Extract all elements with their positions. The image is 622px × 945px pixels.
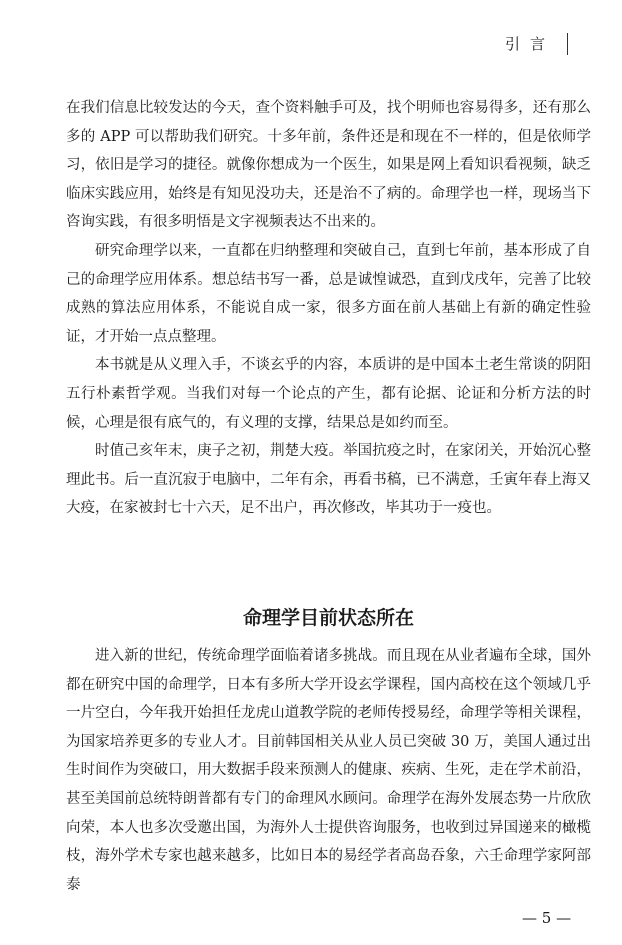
running-head-divider — [567, 33, 568, 55]
intro-text — [66, 94, 591, 523]
paragraph: 时值己亥年末，庚子之初，荆楚大疫。举国抗疫之时，在家闭关，开始沉心整理此书。后一直沉寂于电脑中，二年有余，再看书稿，已不满意，壬寅年春上海又大疫，在家被封七十六天，足不出户，再次修改，毕其功于一疫也。 — [66, 443, 591, 517]
paragraph: 进入新的世纪，传统命理学面临着诸多挑战。而且现在从业者遍布全球，国外都在研究中国的命理学，日本有多所大学开设玄学课程，国内高校在这个领域几乎一片空白，今年我开始担任龙虎山道教学院的老师传授易经，命理学等相关课程，为国家培养更多的专业人才。目前韩国相关从业人员已突破 30 万，美国人通过出生时间作为突破口，用大数据手段来预测人的健康、疾病、生死，走在学术前沿，甚至美国前总统特朗普都有专门的命理风水顾问。命理学在海外发展态势一片欣欣向荣，本人也多次受邀出国，为海外人士提供咨询服务，也收到过异国递来的橄榄枝，海外学术专家也越来越多，比如日本的易经学者高岛吞象，六壬命理学家阿部泰 — [66, 648, 591, 893]
paragraph: 研究命理学以来，一直都在归纳整理和突破自己，直到七年前，基本形成了自己的命理学应用体系。想总结书写一番，总是诚惶诚恐，直到戊戌年，完善了比较成熟的算法应用体系，不能说自成一家，很多方面在前人基础上有新的确定性验证，才开始一点点整理。 — [66, 242, 591, 345]
running-head: 引言 — [505, 35, 556, 53]
paragraph: 本书就是从义理入手，不谈玄乎的内容，本质讲的是中国本土老生常谈的阴阳五行朴素哲学观。当我们对每一个论点的产生，都有论据、论证和分析方法的时候，心理是很有底气的，有义理的支撑，结果总是如约而至。 — [66, 357, 591, 431]
page-number: — 5 — — [522, 909, 572, 927]
section-text — [66, 642, 591, 899]
paragraph: 在我们信息比较发达的今天，查个资料触手可及，找个明师也容易得多，还有那么多的 APP 可以帮助我们研究。十多年前，条件还是和现在不一样的，但是依师学习，依旧是学习的捷径。就像你想成为一个医生，如果是网上看知识看视频，缺乏临床实践应用，始终是有知见没功夫，还是治不了病的。命理学也一样，现场当下咨询实践，有很多明悟是文字视频表达不出来的。 — [66, 100, 591, 231]
section-heading: 命理学目前状态所在 — [242, 606, 414, 629]
